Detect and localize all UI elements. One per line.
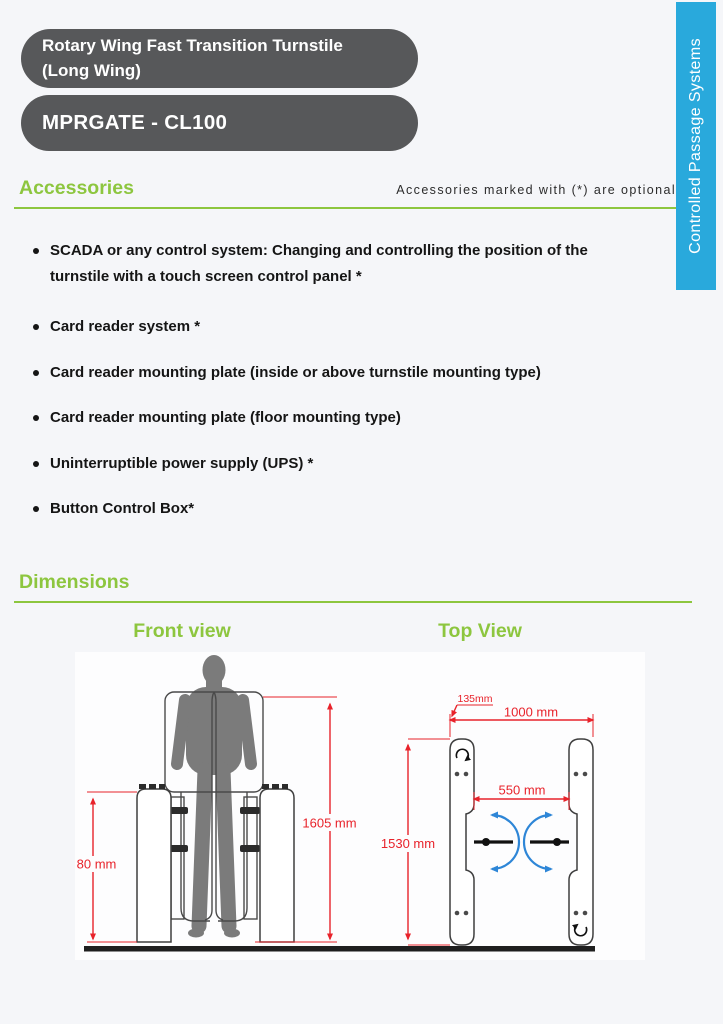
dimensions-diagram-panel — [75, 652, 645, 960]
dimension-label: 135mm — [457, 693, 493, 705]
model-name: MPRGATE - CL100 — [42, 111, 228, 134]
dimensions-section-header — [14, 571, 692, 603]
front-view-drawing — [76, 655, 359, 942]
accessories-section-header — [14, 177, 676, 209]
product-title-line1: Rotary Wing Fast Transition Turnstile — [42, 36, 343, 56]
product-title-line2: (Long Wing) — [42, 60, 141, 80]
dimension-total-width — [450, 704, 593, 737]
product-title-badge — [21, 29, 418, 88]
list-item: SCADA or any control system: Changing and controlling the position of the turnstile with a touch screen control panel * — [33, 238, 637, 289]
dimension-passage-width — [474, 782, 569, 810]
model-badge — [21, 95, 418, 151]
top-left-cabinet — [450, 739, 474, 945]
dimension-label: 80 mm — [76, 856, 117, 872]
person-silhouette — [177, 655, 251, 938]
dimension-total-length — [379, 739, 450, 945]
list-item: Uninterruptible power supply (UPS) * — [33, 451, 637, 477]
top-right-cabinet — [569, 739, 593, 945]
dimension-label: 1530 mm — [380, 836, 436, 851]
top-view-drawing — [379, 693, 593, 945]
hinge-brackets — [168, 807, 260, 852]
accessories-heading: Accessories — [19, 177, 134, 199]
front-view-title: Front view — [133, 620, 231, 642]
dimension-cabinet-depth — [452, 693, 493, 716]
list-item: Button Control Box* — [33, 496, 637, 522]
cabinet-top-bolts — [139, 784, 288, 789]
wing-posts — [168, 797, 260, 919]
dimension-label: 550 mm — [498, 782, 546, 798]
top-view-title: Top View — [438, 620, 522, 642]
side-banner-text: Controlled Passage Systems — [687, 38, 704, 254]
dimensions-heading: Dimensions — [19, 571, 130, 593]
list-item: Card reader mounting plate (inside or above turnstile mounting type) — [33, 360, 637, 386]
turnstile-wings — [474, 838, 569, 846]
dimensions-drawing — [75, 652, 645, 960]
side-banner — [676, 2, 716, 290]
accessories-list — [33, 238, 637, 542]
dimension-cabinet-height — [76, 792, 137, 942]
dimension-label: 1605 mm — [302, 815, 357, 831]
list-item: Card reader system * — [33, 314, 637, 340]
accessories-note: Accessories marked with (*) are optional — [396, 183, 676, 197]
list-item: Card reader mounting plate (floor mounting type) — [33, 405, 637, 431]
ground-line — [84, 946, 595, 952]
dimension-label: 1000 mm — [503, 704, 559, 720]
